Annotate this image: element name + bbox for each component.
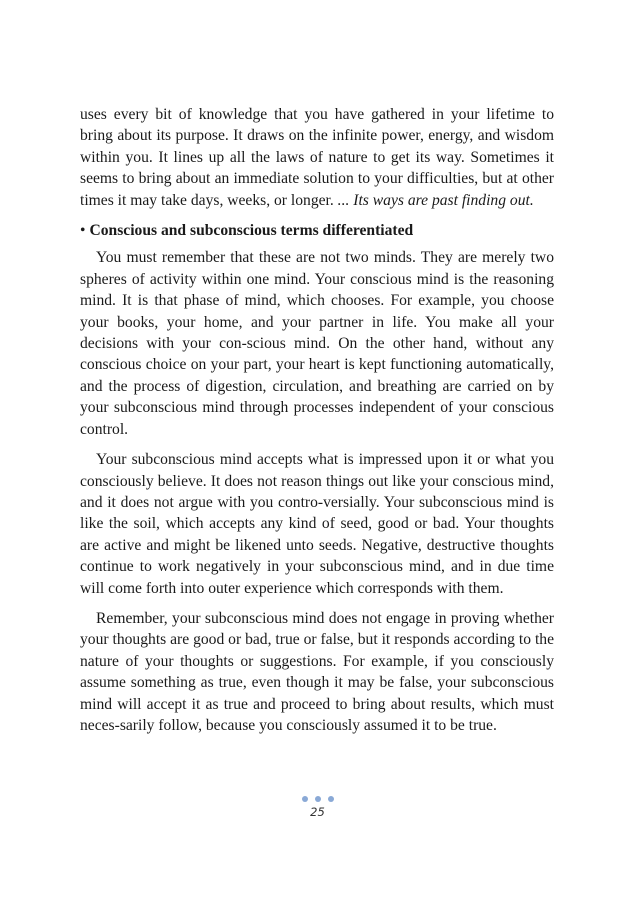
paragraph-remember: Remember, your subconscious mind does not engage in proving whether your thoughts are good or bad, true or false, but it responds according to the nature of your thoughts or suggestions. For example, if you consciously assume something as true, even though it may be false, your subconscious mind will accept it as true and proceed to bring about results, which must neces-sarily follow, because you consciously assumed it to be true. bbox=[80, 609, 554, 734]
paragraph-two-minds: You must remember that these are not two minds. They are merely two spheres of activity within one mind. Your conscious mind is the reasoning mind. It is that phase of mind, which chooses. For example, you choose your books, your home, and your partner in life. You make all your decisions with your con-scious mind. On the other hand, without any conscious choice on your part, your heart is kept functioning automatically, and the process of digestion, circulation, and breathing are carried on by your subconscious mind through processes independent of your conscious control. bbox=[80, 249, 554, 438]
section-heading bbox=[80, 220, 554, 241]
paragraph-continuation-text: uses every bit of knowledge that you have gathered in your lifetime to bring about its purpose. It draws on the infinite power, energy, and wisdom within you. It lines up all the laws of nature to get its way. Sometimes it seems to bring about an immediate solution to your difficulties, but at other times it may take days, weeks, or longer. bbox=[80, 106, 554, 209]
footer-dot bbox=[315, 796, 321, 802]
page-number: 25 bbox=[310, 805, 325, 819]
paragraph-subconscious-soil: Your subconscious mind accepts what is impressed upon it or what you consciously believe. It does not reason things out like your conscious mind, and it does not argue with you contro-versially. Your subconscious mind is like the soil, which accepts any kind of seed, good or bad. Your thoughts are active and might be likened unto seeds. Negative, destructive thoughts continue to work negatively in your subconscious mind, and in due time will come forth into outer experience which corresponds with them. bbox=[80, 451, 554, 597]
paragraph-continuation bbox=[80, 104, 554, 211]
bullet-icon: • bbox=[80, 222, 86, 240]
page-footer bbox=[0, 796, 635, 819]
page-body bbox=[80, 104, 554, 736]
section-heading-text: Conscious and subconscious terms differentiated bbox=[89, 222, 414, 240]
footer-dots-icon bbox=[0, 796, 635, 804]
footer-dot bbox=[302, 796, 308, 802]
footer-dot bbox=[328, 796, 334, 802]
paragraph-continuation-italic: ... Its ways are past finding out. bbox=[337, 191, 534, 209]
